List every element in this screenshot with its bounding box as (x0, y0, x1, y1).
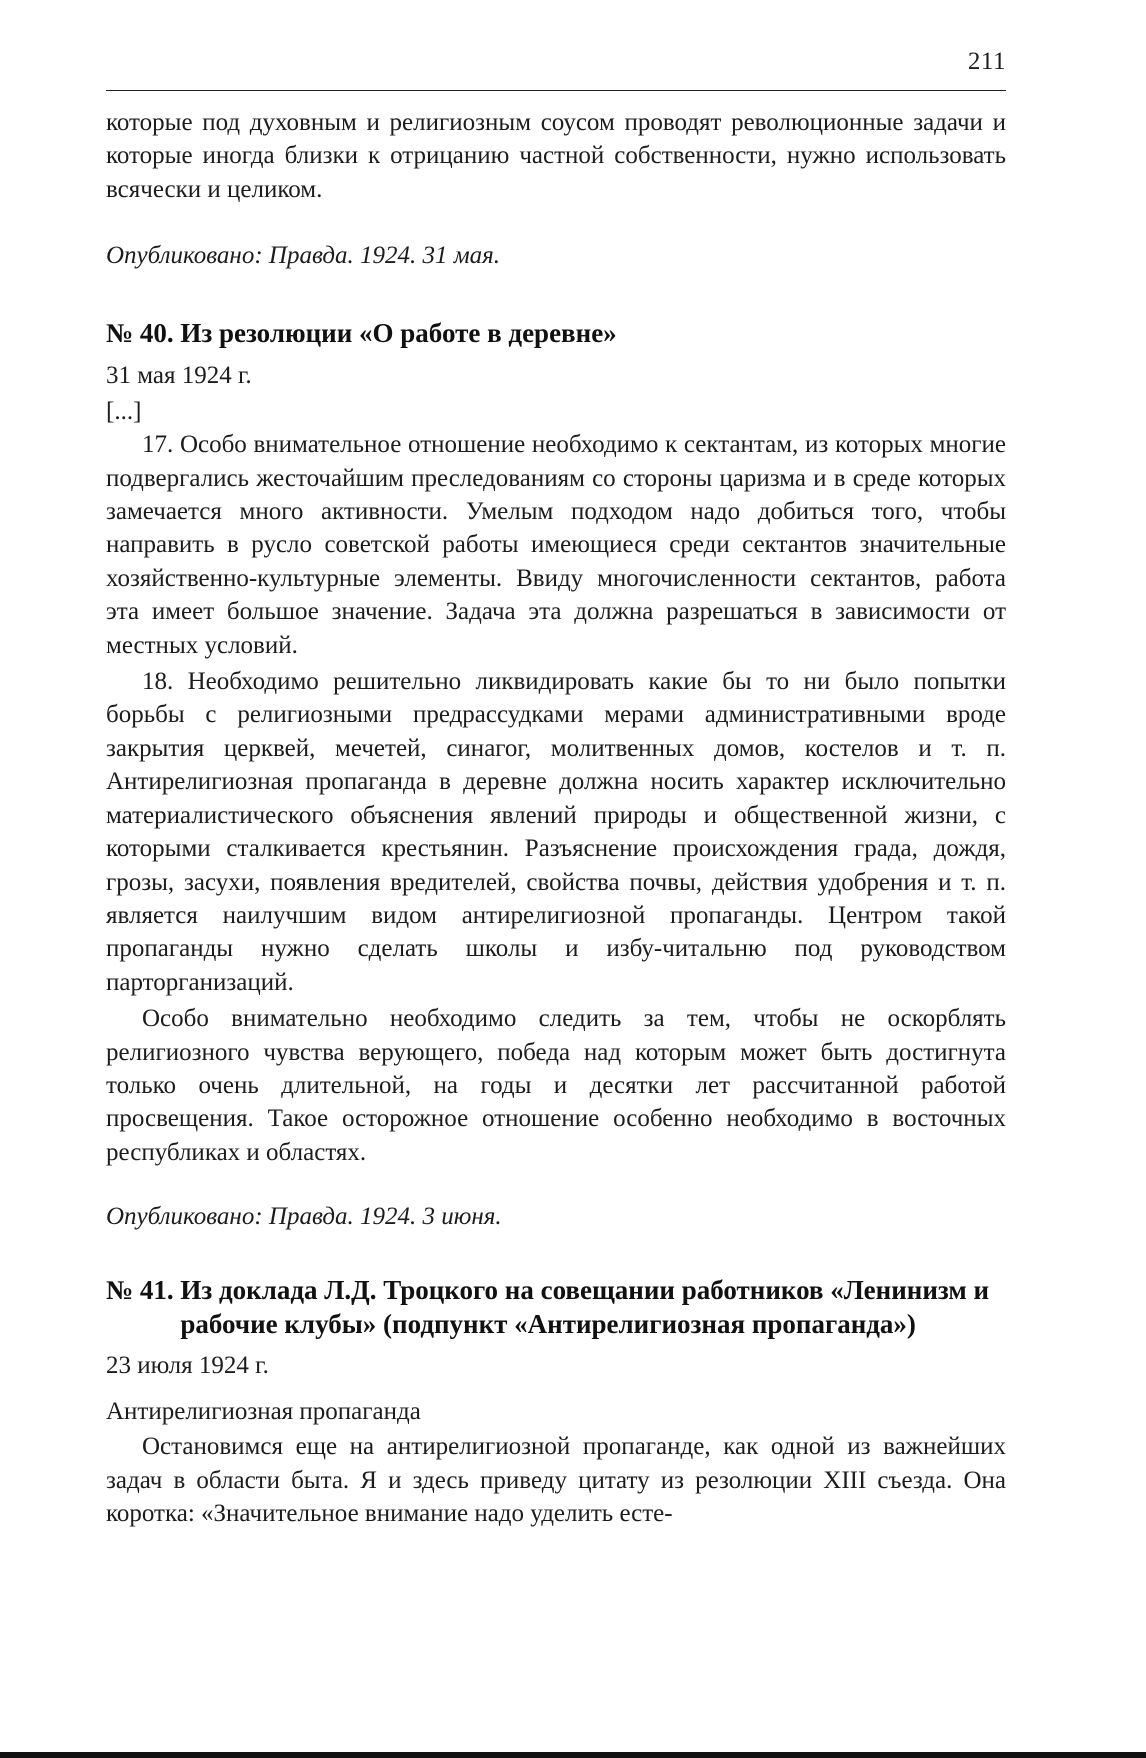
doc-40-source: Опубликовано: Правда. 1924. 3 июня. (106, 1203, 502, 1231)
header-rule (106, 90, 1006, 91)
source-note-1: Опубликовано: Правда. 1924. 31 мая. (106, 242, 501, 270)
opening-paragraph: которые под духовным и религиозным соусом проводят революционные задачи и которые иногда близки к отрицанию частной собственности, нужно использовать всячески и целиком. (106, 109, 1006, 203)
doc-41-number: № 41. (106, 1275, 181, 1306)
bottom-scan-edge (0, 1752, 1146, 1758)
doc-40-paragraph-3: Особо внимательно необходимо следить за тем, чтобы не оскорблять религиозного чувства верующего, победа над которым может быть достигнута только очень длительной, на годы и десятки лет рассчитанной работой просвещения. Такое осторожное отношение особенно необходимо в восточных республиках и областях. (106, 1005, 1006, 1166)
page-content (106, 106, 1006, 1530)
doc-40-heading (106, 316, 1006, 350)
doc-40-number: № 40. (106, 318, 181, 349)
doc-41-paragraph: Остановимся еще на антирелигиозной пропаганде, как одной из важнейших задач в области быта. Я и здесь приведу цитату из резолюции XIII съезда. Она коротка: «Значительное внимание надо уделить есте- (106, 1433, 1006, 1527)
doc-40-ellipsis: [...] (106, 398, 142, 426)
doc-40-date: 31 мая 1924 г. (106, 362, 252, 390)
doc-41-date: 23 июля 1924 г. (106, 1352, 269, 1380)
page-number: 211 (967, 48, 1006, 75)
doc-40-title: Из резолюции «О работе в деревне» (180, 318, 617, 349)
doc-41-subheading: Антирелигиозная пропаганда (106, 1398, 421, 1426)
doc-40-paragraph-17: 17. Особо внимательное отношение необходимо к сектантам, из которых многие подвергались жесточайшим преследованиям со стороны царизма и в среде которых замечается много активности. Умелым подходом надо добиться того, чтобы направить в русло советской работы имеющиеся среди сектантов значительные хозяйственно-культурные элементы. Ввиду многочисленности сектантов, работа эта имеет большое значение. Задача эта должна разрешаться в зависимости от местных условий. (106, 431, 1006, 659)
doc-40-paragraph-18: 18. Необходимо решительно ликвидировать какие бы то ни было попытки борьбы с религиозными предрассудками мерами административными вроде закрытия церквей, мечетей, синагог, молитвенных домов, костелов и т. п. Антирелигиозная пропаганда в деревне должна носить характер исключительно материалистического объяснения явлений природы и общественной жизни, с которыми сталкивается крестьянин. Разъяснение происхождения града, дождя, грозы, засухи, появления вредителей, свойства почвы, действия удобрения и т. п. является наилучшим видом антирелигиозной пропаганды. Центром такой пропаганды нужно сделать школы и избу-читальню под руководством парторганизаций. (106, 668, 1006, 996)
doc-41-heading (106, 1273, 1006, 1341)
doc-41-title: Из доклада Л.Д. Троцкого на совещании работников «Ленинизм и рабочие клубы» (подпункт «Антирелигиозная пропаганда») (180, 1275, 990, 1340)
